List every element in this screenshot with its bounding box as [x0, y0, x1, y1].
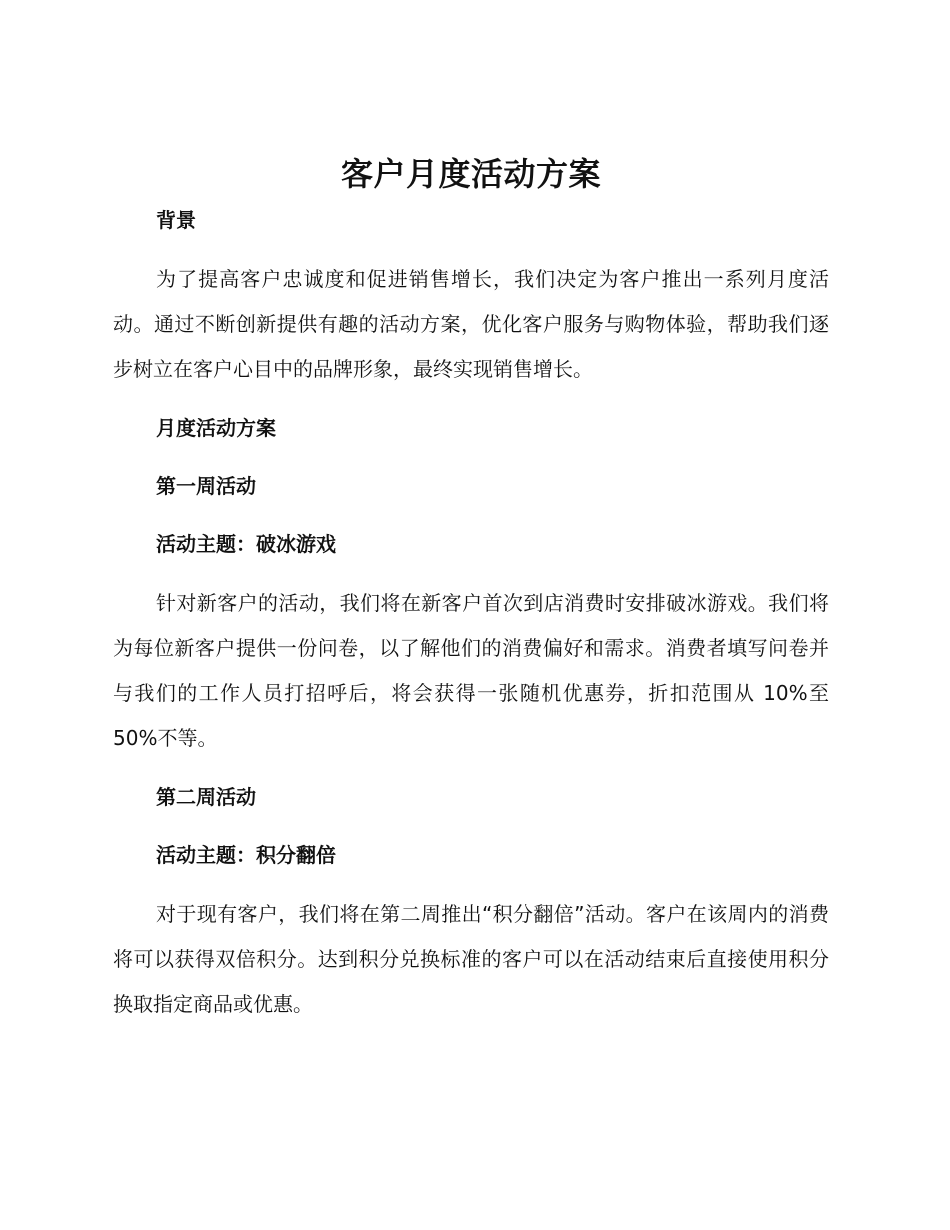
- page-title: 客户月度活动方案: [340, 155, 601, 193]
- week1-paragraph: 针对新客户的活动，我们将在新客户首次到店消费时安排破冰游戏。我们将为每位新客户提供一份问卷，以了解他们的消费偏好和需求。消费者填写问卷并与我们的工作人员打招呼后，将会获得一张随机优惠券，折扣范围从 10%至 50%不等。: [113, 591, 829, 750]
- week2-theme: 活动主题：积分翻倍: [156, 843, 336, 867]
- week1-heading: 第一周活动: [156, 474, 256, 498]
- week1-theme: 活动主题：破冰游戏: [156, 532, 336, 556]
- plan-heading: 月度活动方案: [156, 416, 276, 440]
- background-paragraph: 为了提高客户忠诚度和促进销售增长，我们决定为客户推出一系列月度活动。通过不断创新提供有趣的活动方案，优化客户服务与购物体验，帮助我们逐步树立在客户心目中的品牌形象，最终实现销售增长。: [113, 267, 829, 381]
- background-heading: 背景: [156, 208, 196, 232]
- week2-paragraph: 对于现有客户，我们将在第二周推出“积分翻倍”活动。客户在该周内的消费将可以获得双倍积分。达到积分兑换标准的客户可以在活动结束后直接使用积分换取指定商品或优惠。: [113, 902, 829, 1016]
- week2-heading: 第二周活动: [156, 785, 256, 809]
- document-page: [113, 150, 829, 1027]
